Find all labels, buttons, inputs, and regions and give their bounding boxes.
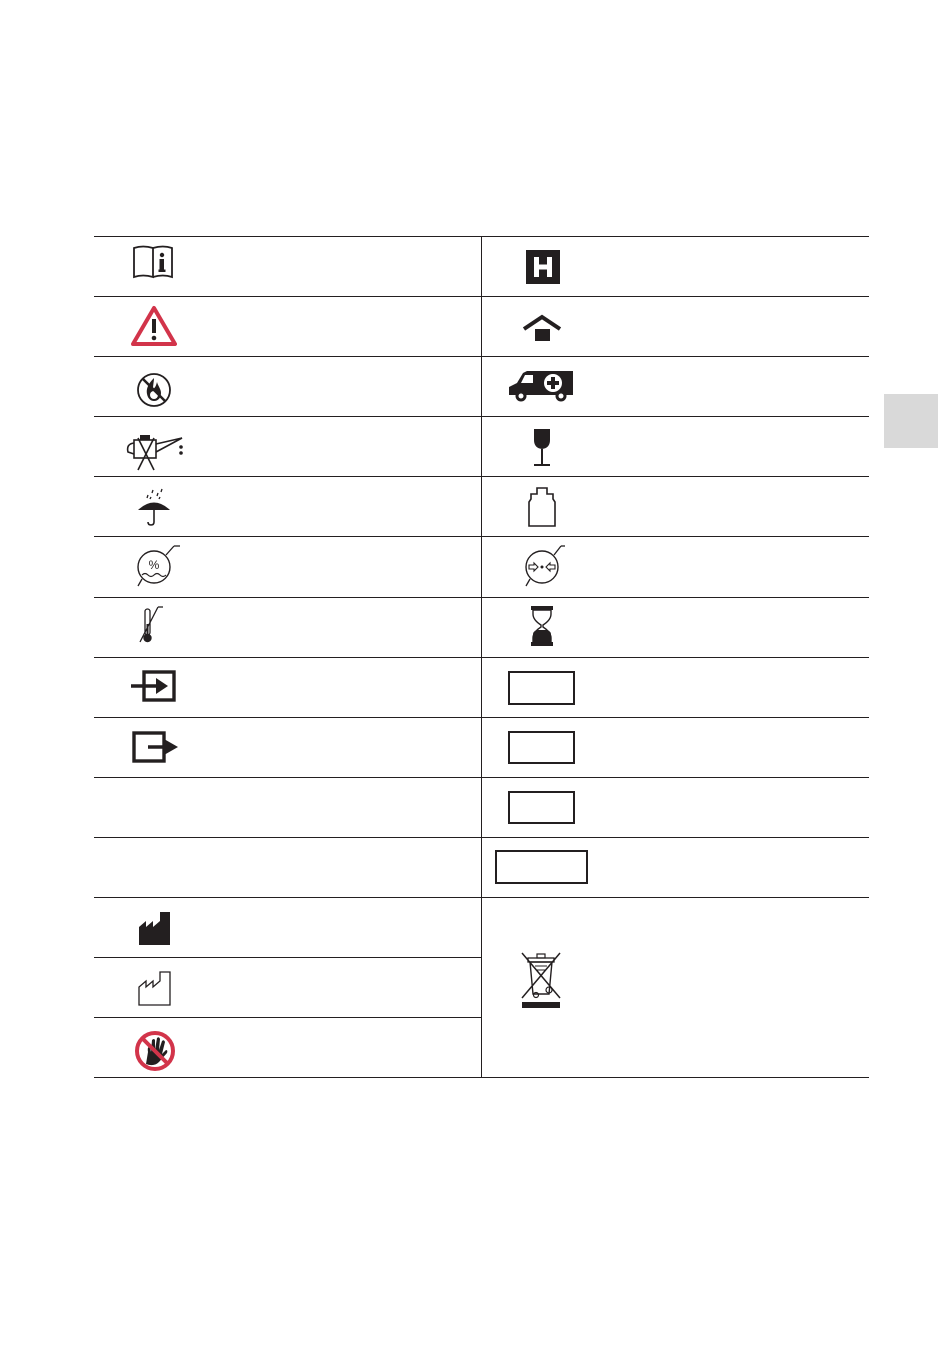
svg-text:%: % <box>148 558 160 572</box>
atmospheric-pressure-limit-icon <box>524 544 566 588</box>
manufacturer-icon <box>138 910 172 946</box>
chapter-side-tab <box>884 394 938 448</box>
weight-icon <box>528 487 556 527</box>
label-box-wide <box>495 850 588 884</box>
home-use-icon <box>521 314 565 342</box>
warning-triangle-icon <box>131 305 177 347</box>
hospital-icon <box>525 249 561 285</box>
label-box <box>508 671 575 705</box>
date-of-manufacture-icon <box>138 970 172 1006</box>
label-box <box>508 791 575 824</box>
fragile-icon <box>531 428 553 468</box>
hourglass-icon <box>530 605 554 647</box>
table-rule <box>94 1017 481 1018</box>
do-not-touch-icon <box>134 1030 176 1072</box>
input-terminal-icon <box>130 669 180 703</box>
symbol-table <box>94 236 869 1078</box>
temperature-limit-icon <box>138 604 164 646</box>
no-oil-icon <box>124 430 186 472</box>
table-column-divider <box>481 236 482 1078</box>
keep-dry-umbrella-icon <box>136 487 172 527</box>
weee-crossed-bin-icon <box>518 948 564 1010</box>
consult-instructions-icon <box>132 245 176 279</box>
humidity-limit-icon <box>136 544 182 588</box>
ambulance-icon <box>507 369 575 403</box>
no-flammable-icon <box>136 372 172 408</box>
label-box <box>508 731 575 764</box>
output-terminal-icon <box>132 730 180 764</box>
table-rule <box>94 957 481 958</box>
